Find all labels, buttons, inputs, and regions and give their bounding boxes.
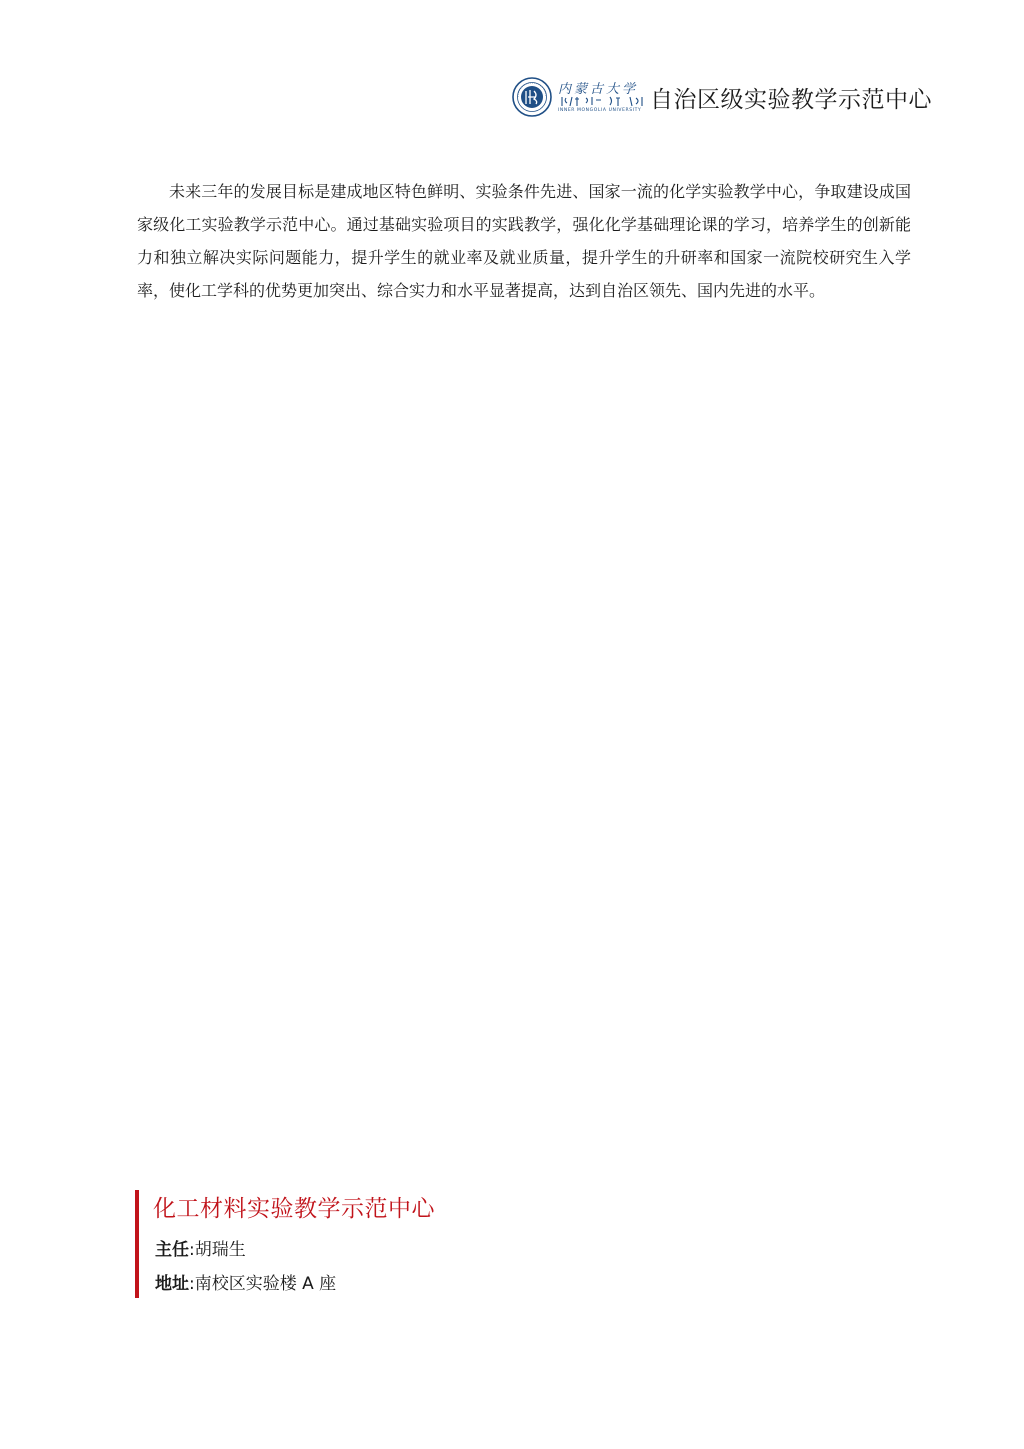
mongolian-script-wordmark (558, 95, 646, 107)
body-paragraph: 未来三年的发展目标是建成地区特色鲜明、实验条件先进、国家一流的化学实验教学中心，争取建设成国家级化工实验教学示范中心。通过基础实验项目的实践教学，强化化学基础理论课的学习，培养学生的创新能力和独立解决实际问题能力，提升学生的就业率及就业质量，提升学生的升研率和国家一流院校研究生入学率，使化工学科的优势更加突出、综合实力和水平显著提高，达到自治区领先、国内先进的水平。 (137, 182, 911, 300)
director-label: 主任 (155, 1240, 189, 1260)
accent-bar (135, 1190, 139, 1298)
university-seal-icon (512, 77, 552, 117)
university-name-cn: 内蒙古大学 (558, 82, 639, 97)
university-wordmark (558, 77, 642, 117)
university-name-en: INNER MONGOLIA UNIVERSITY (558, 108, 642, 113)
address-separator: : (189, 1274, 195, 1294)
center-title: 自治区级实验教学示范中心 (650, 86, 932, 113)
address-line (155, 1269, 336, 1294)
director-line (155, 1235, 246, 1260)
address-label: 地址 (155, 1274, 189, 1294)
page-header (512, 74, 932, 120)
director-value: 胡瑞生 (194, 1240, 246, 1260)
card-title: 化工材料实验教学示范中心 (153, 1196, 435, 1222)
address-value: 南校区实验楼 A 座 (194, 1274, 337, 1294)
center-info-card (135, 1190, 595, 1298)
director-separator: : (189, 1240, 195, 1260)
